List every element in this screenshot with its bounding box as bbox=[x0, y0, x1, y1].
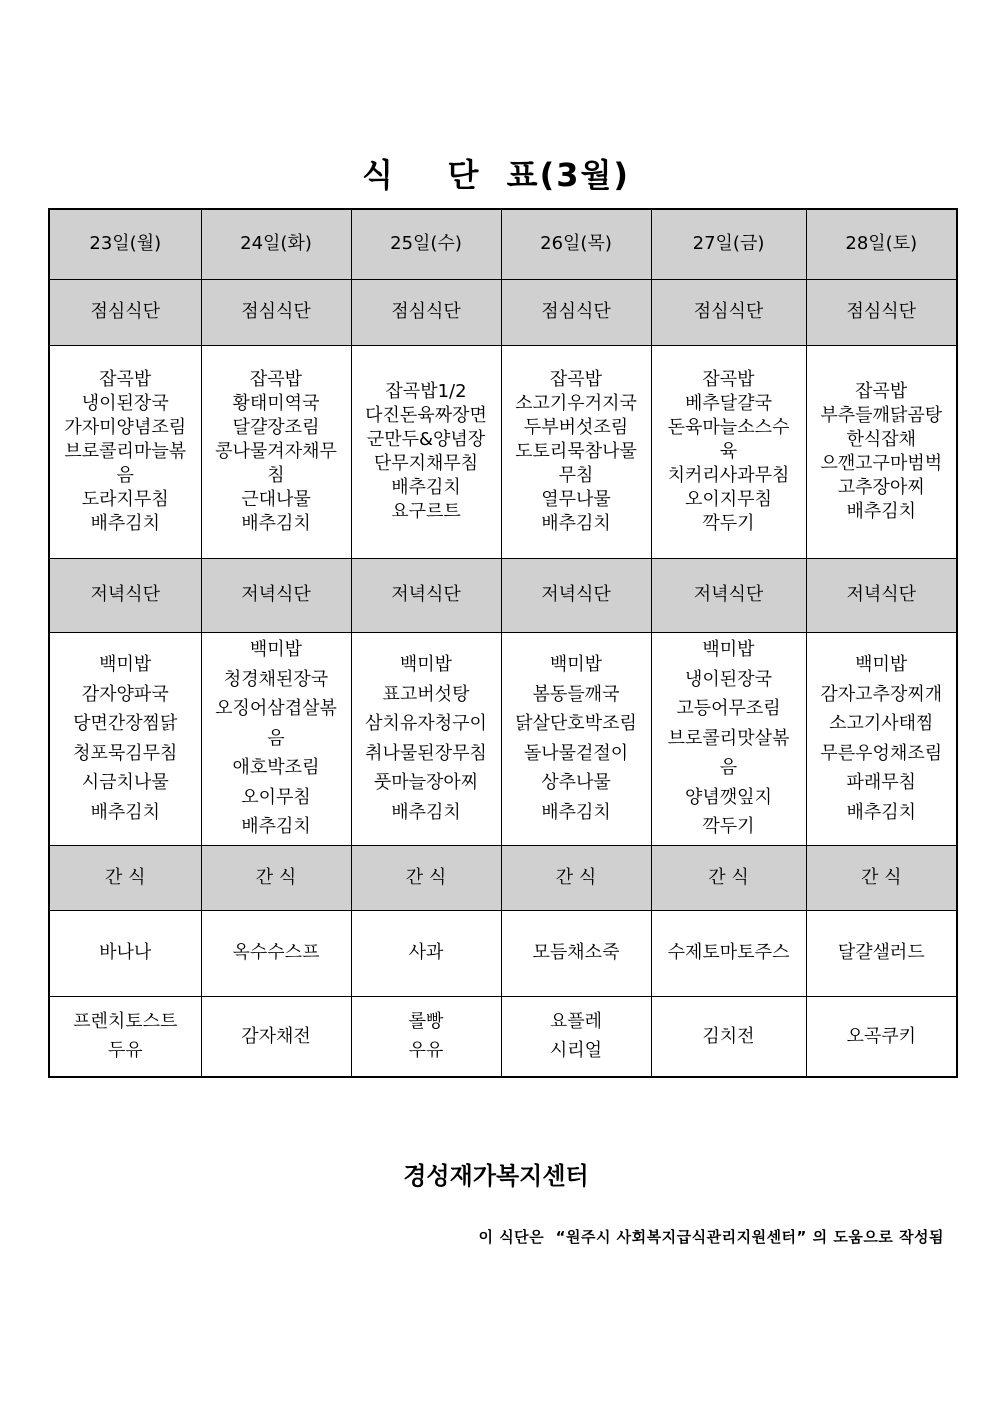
menu-item: 배추김치 bbox=[846, 500, 917, 522]
dinner-label: 저녁식단 bbox=[806, 558, 957, 632]
menu-item: 감자채전 bbox=[241, 1025, 311, 1047]
snack2-cell bbox=[501, 996, 651, 1077]
day-header: 27일(금) bbox=[651, 209, 806, 279]
menu-item: 시금치나물 bbox=[81, 772, 169, 793]
menu-item: 잡곡밥 bbox=[99, 368, 152, 390]
menu-item: 두유 bbox=[107, 1040, 143, 1062]
menu-item: 음 bbox=[267, 727, 285, 749]
menu-item: 달걀샐러드 bbox=[837, 942, 925, 963]
menu-item: 잡곡밥 bbox=[249, 368, 303, 390]
lunch-cell bbox=[351, 345, 501, 558]
snack1-cell bbox=[351, 910, 501, 996]
snack2-cell bbox=[806, 996, 957, 1077]
lunch-menu-row bbox=[49, 345, 957, 558]
menu-item: 부추들깨닭곰탕 bbox=[820, 404, 943, 426]
menu-item: 소고기우거지국 bbox=[515, 392, 637, 414]
menu-item: 청경채된장국 bbox=[223, 668, 329, 690]
snack1-cell bbox=[651, 910, 806, 996]
dinner-label: 저녁식단 bbox=[201, 558, 351, 632]
dinner-label: 저녁식단 bbox=[501, 558, 651, 632]
snack1-cell bbox=[201, 910, 351, 996]
menu-item: 무른우엉채조림 bbox=[820, 742, 943, 764]
menu-item: 백미밥 bbox=[249, 639, 303, 661]
snack-label: 간 식 bbox=[651, 845, 806, 910]
menu-item: 백미밥 bbox=[549, 654, 603, 675]
menu-item: 배추김치 bbox=[90, 801, 161, 823]
menu-item: 음 bbox=[116, 464, 134, 486]
snack-label: 간 식 bbox=[201, 845, 351, 910]
menu-item: 프렌치토스트 bbox=[73, 1010, 178, 1032]
menu-item: 오이무침 bbox=[241, 786, 311, 808]
menu-item: 배추김치 bbox=[241, 512, 311, 534]
lunch-cell bbox=[501, 345, 651, 558]
menu-item: 애호박조림 bbox=[232, 757, 320, 779]
menu-item: 백미밥 bbox=[702, 639, 755, 661]
menu-item: 무침 bbox=[558, 464, 594, 486]
lunch-cell bbox=[651, 345, 806, 558]
dinner-cell bbox=[351, 632, 501, 845]
menu-item: 취나물된장무침 bbox=[365, 742, 487, 764]
snack2-cell bbox=[351, 996, 501, 1077]
menu-item: 오징어삼겹살볶 bbox=[215, 698, 337, 720]
menu-item: 감자고추장찌개 bbox=[820, 683, 943, 705]
dinner-label: 저녁식단 bbox=[49, 558, 201, 632]
menu-item: 수제토마토주스 bbox=[667, 942, 790, 963]
snack1-cell bbox=[806, 910, 957, 996]
menu-item: 돌나물겉절이 bbox=[523, 742, 629, 764]
menu-item: 배추김치 bbox=[391, 801, 461, 823]
menu-item: 잡곡밥 bbox=[549, 368, 603, 390]
snack-label: 간 식 bbox=[49, 845, 201, 910]
menu-item: 다진돈육짜장면 bbox=[365, 404, 487, 426]
lunch-label: 점심식단 bbox=[351, 279, 501, 345]
dinner-label-row bbox=[49, 558, 957, 632]
page-title: 식 단 표(3월) bbox=[361, 156, 630, 194]
menu-item: 김치전 bbox=[702, 1025, 755, 1047]
menu-item: 옥수수스프 bbox=[232, 942, 320, 963]
snack-label: 간 식 bbox=[501, 845, 651, 910]
lunch-label: 점심식단 bbox=[49, 279, 201, 345]
dinner-cell bbox=[49, 632, 201, 845]
lunch-label: 점심식단 bbox=[201, 279, 351, 345]
menu-item: 음 bbox=[719, 757, 738, 779]
menu-item: 으깬고구마범벅 bbox=[820, 452, 943, 474]
menu-item: 롤빵 bbox=[408, 1010, 444, 1032]
menu-item: 콩나물겨자채무 bbox=[215, 440, 337, 462]
menu-item: 브로콜리마늘볶 bbox=[64, 440, 187, 462]
menu-item: 양념깻잎지 bbox=[685, 786, 772, 808]
day-header: 28일(토) bbox=[806, 209, 957, 279]
menu-item: 모듬채소죽 bbox=[532, 942, 620, 963]
menu-item: 오이지무침 bbox=[685, 488, 772, 510]
snack2-cell bbox=[49, 996, 201, 1077]
menu-item: 삼치유자청구이 bbox=[365, 713, 487, 734]
lunch-cell bbox=[49, 345, 201, 558]
snack-label: 간 식 bbox=[806, 845, 957, 910]
menu-item: 열무나물 bbox=[541, 488, 611, 510]
dinner-menu-row bbox=[49, 632, 957, 845]
menu-item: 침 bbox=[267, 464, 285, 486]
menu-item: 고등어무조림 bbox=[676, 698, 781, 720]
menu-item: 풋마늘장아찌 bbox=[373, 772, 479, 793]
menu-item: 깍두기 bbox=[702, 512, 755, 534]
menu-item: 달걀장조림 bbox=[232, 416, 320, 438]
lunch-label: 점심식단 bbox=[651, 279, 806, 345]
lunch-cell bbox=[201, 345, 351, 558]
menu-item: 시리얼 bbox=[549, 1040, 603, 1062]
menu-item: 표고버섯탕 bbox=[382, 683, 470, 705]
menu-item: 군만두&양념장 bbox=[366, 428, 486, 450]
menu-item: 배추김치 bbox=[846, 801, 917, 823]
menu-item: 파래무침 bbox=[846, 772, 917, 793]
menu-item: 요구르트 bbox=[391, 500, 461, 522]
menu-item: 소고기사태찜 bbox=[829, 713, 934, 734]
menu-item: 배추김치 bbox=[541, 801, 611, 823]
lunch-label: 점심식단 bbox=[501, 279, 651, 345]
menu-item: 배추김치 bbox=[541, 512, 611, 534]
snack2-cell bbox=[651, 996, 806, 1077]
day-header: 25일(수) bbox=[351, 209, 501, 279]
menu-item: 냉이된장국 bbox=[81, 392, 169, 414]
menu-item: 당면간장찜닭 bbox=[73, 713, 178, 734]
lunch-label: 점심식단 bbox=[806, 279, 957, 345]
menu-item: 단무지채무침 bbox=[373, 452, 479, 474]
menu-item: 사과 bbox=[408, 942, 444, 963]
menu-item: 베추달걀국 bbox=[685, 392, 772, 414]
menu-item: 요플레 bbox=[549, 1010, 603, 1032]
menu-item: 오곡쿠키 bbox=[846, 1025, 917, 1047]
menu-item: 백미밥 bbox=[399, 654, 453, 675]
menu-item: 치커리사과무침 bbox=[667, 464, 790, 486]
menu-item: 돈육마늘소스수 bbox=[667, 416, 790, 438]
menu-item: 고추장아찌 bbox=[837, 476, 925, 498]
menu-item: 배추김치 bbox=[241, 816, 311, 838]
lunch-label-row bbox=[49, 279, 957, 345]
menu-item: 잡곡밥1/2 bbox=[385, 380, 467, 402]
snack1-cell bbox=[49, 910, 201, 996]
snack1-row bbox=[49, 910, 957, 996]
menu-item: 잡곡밥 bbox=[855, 380, 908, 402]
lunch-cell bbox=[806, 345, 957, 558]
menu-item: 백미밥 bbox=[855, 654, 908, 675]
menu-item: 상추나물 bbox=[541, 772, 611, 793]
menu-item: 닭살단호박조림 bbox=[515, 713, 637, 734]
menu-item: 두부버섯조림 bbox=[523, 416, 629, 438]
snack1-cell bbox=[501, 910, 651, 996]
menu-item: 한식잡채 bbox=[846, 428, 917, 450]
menu-item: 배추김치 bbox=[90, 512, 161, 534]
day-header-row bbox=[49, 209, 957, 279]
menu-item: 육 bbox=[719, 440, 738, 462]
dinner-label: 저녁식단 bbox=[651, 558, 806, 632]
menu-item: 잡곡밥 bbox=[702, 368, 755, 390]
dinner-cell bbox=[806, 632, 957, 845]
menu-item: 황태미역국 bbox=[232, 392, 320, 414]
snack-label-row bbox=[49, 845, 957, 910]
menu-item: 청포묵김무침 bbox=[73, 742, 178, 764]
dinner-label: 저녁식단 bbox=[351, 558, 501, 632]
menu-item: 브로콜리맛살볶 bbox=[667, 727, 790, 749]
day-header: 23일(월) bbox=[49, 209, 201, 279]
day-header: 26일(목) bbox=[501, 209, 651, 279]
menu-table bbox=[48, 208, 958, 1078]
menu-item: 도라지무침 bbox=[81, 488, 169, 510]
menu-item: 깍두기 bbox=[702, 816, 755, 838]
menu-item: 감자양파국 bbox=[81, 683, 169, 705]
menu-item: 도토리묵참나물 bbox=[515, 440, 637, 462]
dinner-cell bbox=[501, 632, 651, 845]
menu-item: 가자미양념조림 bbox=[64, 416, 187, 438]
menu-item: 냉이된장국 bbox=[685, 668, 772, 690]
dinner-cell bbox=[651, 632, 806, 845]
snack-label: 간 식 bbox=[351, 845, 501, 910]
dinner-cell bbox=[201, 632, 351, 845]
menu-item: 봄동들깨국 bbox=[532, 683, 620, 705]
menu-item: 배추김치 bbox=[391, 476, 461, 498]
snack2-row bbox=[49, 996, 957, 1077]
menu-item: 우유 bbox=[408, 1040, 444, 1062]
snack2-cell bbox=[201, 996, 351, 1077]
day-header: 24일(화) bbox=[201, 209, 351, 279]
footnote: 이 식단은 “원주시 사회복지급식관리지원센터” 의 도움으로 작성됨 bbox=[478, 1228, 944, 1246]
menu-item: 바나나 bbox=[99, 942, 152, 963]
menu-item: 근대나물 bbox=[241, 488, 311, 510]
menu-item: 백미밥 bbox=[99, 654, 152, 675]
center-name: 경성재가복지센터 bbox=[403, 1162, 589, 1190]
